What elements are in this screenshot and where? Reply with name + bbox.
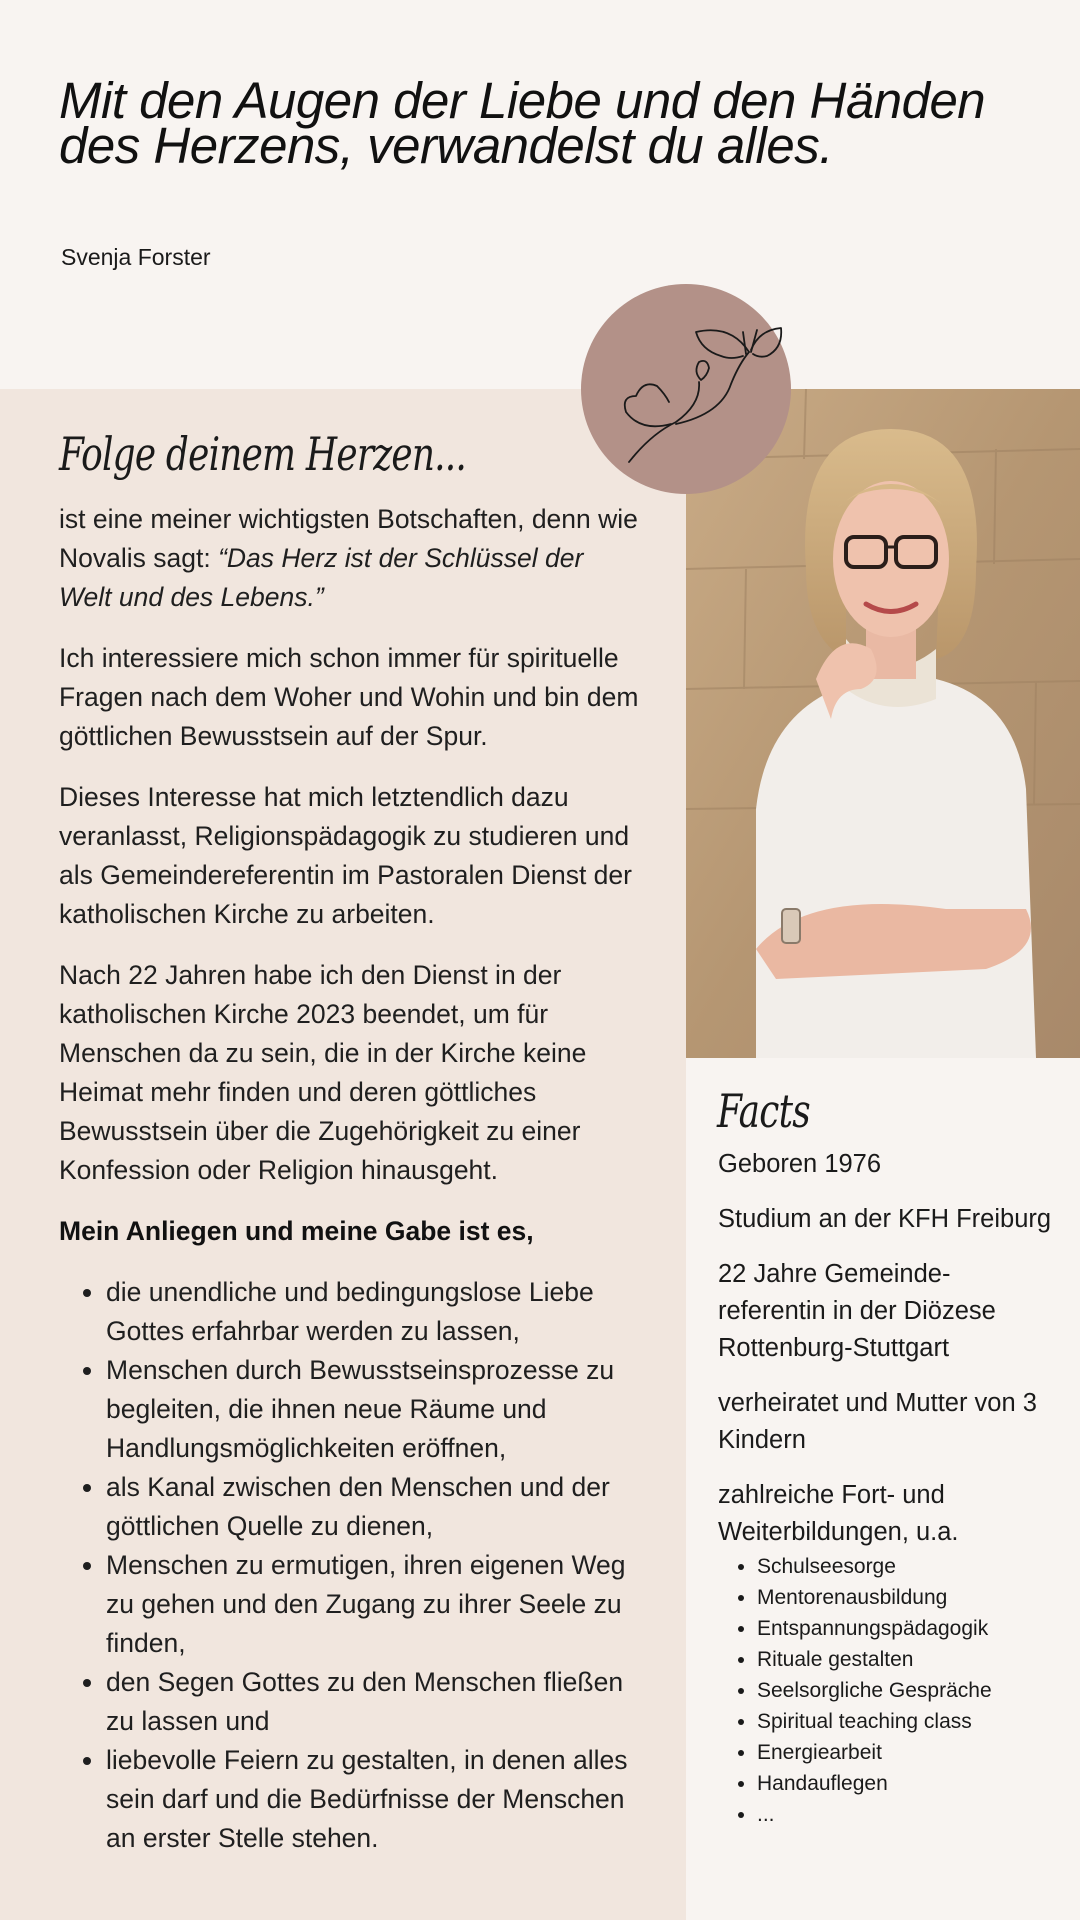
training-item: • Energiearbeit bbox=[757, 1737, 1058, 1768]
concern-item: • Menschen durch Bewusstseinsprozesse zu begleiten, die ihnen neue Räume und Handlungsmöglichkeiten eröffnen, bbox=[106, 1351, 639, 1468]
main-heading: Folge deinem Herzen... bbox=[59, 427, 467, 481]
paragraph: Dieses Interesse hat mich letztendlich dazu veranlasst, Religionspädagogik zu studieren und als Gemeindereferentin im Pastoralen Dienst der katholischen Kirche zu arbeiten. bbox=[59, 782, 632, 929]
about-text bbox=[59, 500, 639, 1858]
training-item: • Spiritual teaching class bbox=[757, 1706, 1058, 1737]
training-item: • Rituale gestalten bbox=[757, 1644, 1058, 1675]
training-item: • Seelsorgliche Gespräche bbox=[757, 1675, 1058, 1706]
training-item: • Handauflegen bbox=[757, 1768, 1058, 1799]
fact-item: Geboren 1976 bbox=[718, 1150, 882, 1178]
concern-list bbox=[59, 1273, 639, 1858]
training-item: • Mentorenausbildung bbox=[757, 1582, 1058, 1613]
facts-heading: Facts bbox=[717, 1084, 810, 1138]
heart-butterfly-icon bbox=[581, 284, 791, 494]
paragraph: Nach 22 Jahren habe ich den Dienst in der katholischen Kirche 2023 beendet, um für Menschen da zu sein, die in der Kirche keine Heimat mehr finden und deren göttliches Bewusstsein über die Zugehörigkeit zu einer Konfession oder Religion hinausgeht. bbox=[59, 960, 587, 1185]
facts-list bbox=[718, 1146, 1058, 1830]
concern-item: • liebevolle Feiern zu gestalten, in denen alles sein darf und die Bedürfnisse der Menschen an erster Stelle stehen. bbox=[106, 1741, 639, 1858]
training-list bbox=[718, 1551, 1058, 1830]
training-item: • ... bbox=[757, 1799, 1058, 1830]
fact-item: 22 Jahre Gemeinde-referentin in der Diözese Rottenburg-Stuttgart bbox=[718, 1260, 996, 1362]
header-band bbox=[0, 0, 1080, 389]
intro-paragraph bbox=[59, 500, 639, 617]
quote-author: Svenja Forster bbox=[61, 244, 211, 270]
concern-item: • als Kanal zwischen den Menschen und der göttlichen Quelle zu dienen, bbox=[106, 1468, 639, 1546]
novalis-quote: “Das Herz ist der Schlüssel der Welt und des Lebens.” bbox=[59, 543, 584, 612]
fact-item: Studium an der KFH Freiburg bbox=[718, 1205, 1052, 1233]
concern-heading: Mein Anliegen und meine Gabe ist es, bbox=[59, 1216, 534, 1246]
quote-title: Mit den Augen der Liebe und den Händen des Herzens, verwandelst du alles. bbox=[59, 72, 986, 174]
concern-item: • die unendliche und bedingungslose Liebe Gottes erfahrbar werden zu lassen, bbox=[106, 1273, 639, 1351]
training-item: • Entspannungspädagogik bbox=[757, 1613, 1058, 1644]
fact-item: zahlreiche Fort- und Weiterbildungen, u.a. bbox=[718, 1481, 959, 1546]
concern-item: • den Segen Gottes zu den Menschen fließen zu lassen und bbox=[106, 1663, 639, 1741]
training-item: • Schulseesorge bbox=[757, 1551, 1058, 1582]
paragraph: Ich interessiere mich schon immer für spirituelle Fragen nach dem Woher und Wohin und bin dem göttlichen Bewusstsein auf der Spur. bbox=[59, 643, 639, 751]
intro-text: ist eine meiner wichtigsten Botschaften, denn wie Novalis sagt: bbox=[59, 504, 638, 573]
concern-item: • Menschen zu ermutigen, ihren eigenen Weg zu gehen und den Zugang zu ihrer Seele zu finden, bbox=[106, 1546, 639, 1663]
fact-item: verheiratet und Mutter von 3 Kindern bbox=[718, 1389, 1037, 1454]
